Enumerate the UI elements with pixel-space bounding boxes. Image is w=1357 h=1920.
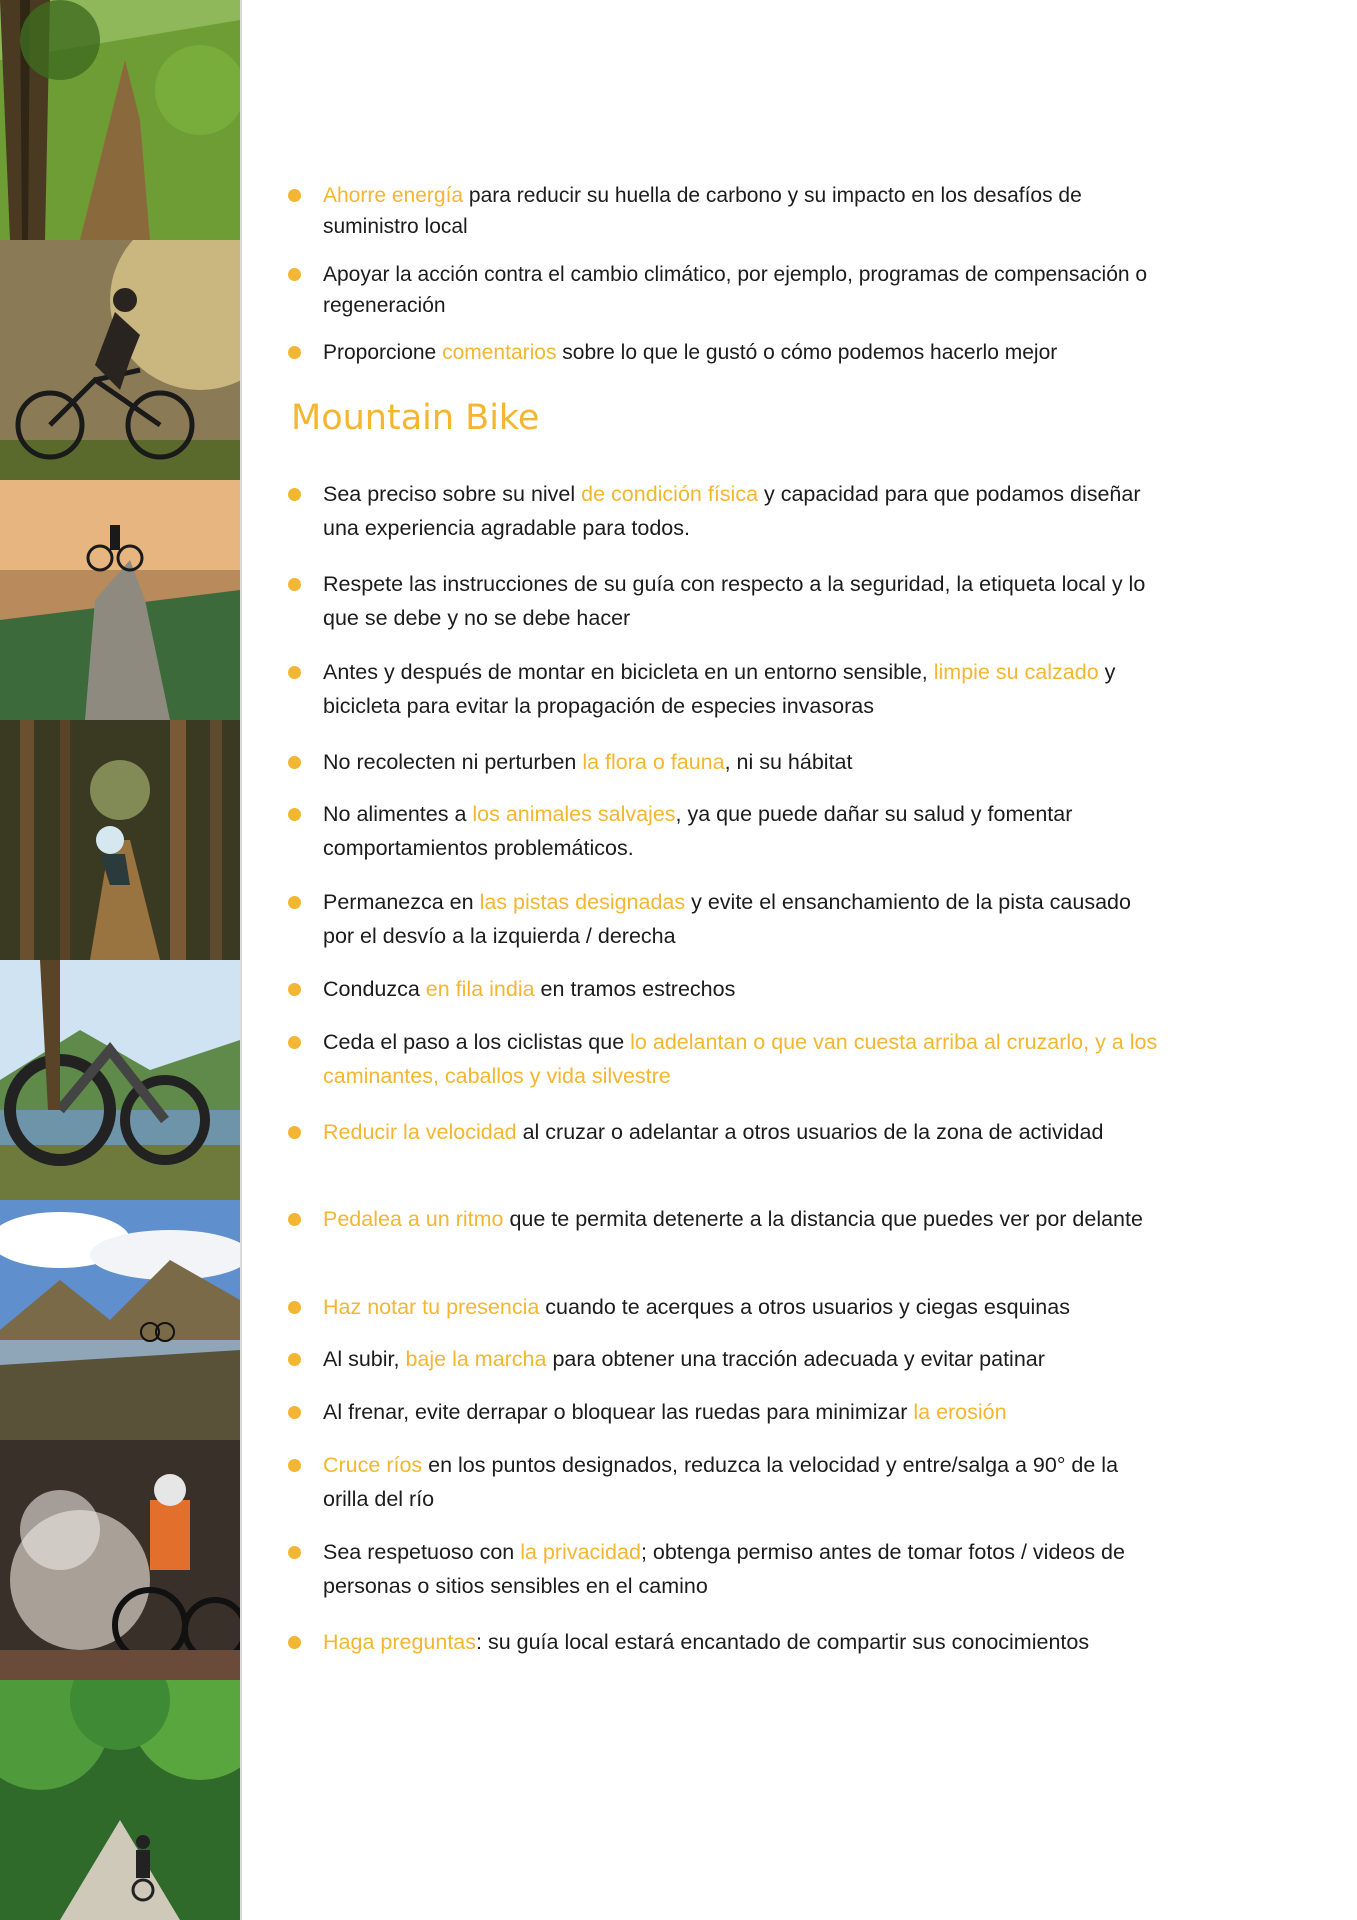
list-item bbox=[283, 1625, 1163, 1659]
bullet-text: y evite el ensanchamiento de la pista causado por el desvío a la izquierda / derecha bbox=[323, 890, 1131, 948]
bullet-text: , ya que puede dañar su salud y fomentar comportamientos problemáticos. bbox=[323, 802, 1073, 860]
list-item bbox=[283, 797, 1163, 865]
bullet-icon bbox=[288, 488, 301, 501]
bullet-icon bbox=[288, 983, 301, 996]
bullet-text: Sea respetuoso con bbox=[323, 1540, 521, 1564]
bullet-icon bbox=[288, 1213, 301, 1226]
rock-summit-cyclist-photo-icon bbox=[0, 480, 240, 720]
bullet-text: que te permita detenerte a la distancia que puedes ver por delante bbox=[503, 1207, 1143, 1231]
bullet-icon bbox=[288, 666, 301, 679]
list-item bbox=[283, 259, 1163, 321]
section-title: Mountain Bike bbox=[291, 398, 540, 438]
list-item bbox=[283, 1342, 1163, 1376]
highlighted-text: Haz notar tu presencia bbox=[323, 1295, 540, 1319]
bullet-text: Sea preciso sobre su nivel bbox=[323, 482, 582, 506]
bullet-icon bbox=[288, 756, 301, 769]
bullet-text: : su guía local estará encantado de compartir sus conocimientos bbox=[476, 1630, 1090, 1654]
list-item bbox=[283, 1535, 1163, 1603]
bullet-icon bbox=[288, 1301, 301, 1314]
highlighted-text: las pistas designadas bbox=[479, 890, 686, 914]
highlighted-text: Pedalea a un ritmo bbox=[323, 1207, 504, 1231]
list-item bbox=[283, 180, 1163, 242]
highlighted-text: en fila india bbox=[425, 977, 535, 1001]
bullet-icon bbox=[288, 1406, 301, 1419]
bullet-text: Proporcione bbox=[323, 341, 443, 364]
photo-strip bbox=[0, 0, 240, 1920]
bullet-text: cuando te acerques a otros usuarios y ciegas esquinas bbox=[539, 1295, 1070, 1319]
highlighted-text: baje la marcha bbox=[405, 1347, 547, 1371]
highlighted-text: Ahorre energía bbox=[323, 184, 464, 207]
bullet-text: Al frenar, evite derrapar o bloquear las ruedas para minimizar bbox=[323, 1400, 914, 1424]
bullet-text: para reducir su huella de carbono y su impacto en los desafíos de suministro local bbox=[323, 184, 1082, 238]
highlighted-text: la flora o fauna bbox=[582, 750, 725, 774]
bullet-icon bbox=[288, 1353, 301, 1366]
bullet-text: ; obtenga permiso antes de tomar fotos / videos de personas o sitios sensibles en el camino bbox=[323, 1540, 1125, 1598]
highlighted-text: comentarios bbox=[442, 341, 557, 364]
bullet-icon bbox=[288, 346, 301, 359]
list-item bbox=[283, 972, 1163, 1006]
forest-trail-cyclist-photo-icon bbox=[0, 720, 240, 960]
bullet-text: Apoyar la acción contra el cambio climático, por ejemplo, programas de compensación o regeneración bbox=[323, 263, 1148, 317]
bullet-text: No alimentes a bbox=[323, 802, 473, 826]
highlighted-text: los animales salvajes bbox=[472, 802, 676, 826]
bullet-icon bbox=[288, 808, 301, 821]
green-lane-cyclist-photo-icon bbox=[0, 1680, 240, 1920]
bullet-icon bbox=[288, 1126, 301, 1139]
list-item bbox=[283, 567, 1163, 635]
forest-path-photo-icon bbox=[0, 0, 240, 240]
bullet-text: y capacidad para que podamos diseñar una experiencia agradable para todos. bbox=[323, 482, 1141, 540]
list-item bbox=[283, 1395, 1163, 1429]
water-splash-cyclist-photo-icon bbox=[0, 1440, 240, 1680]
bullet-text: al cruzar o adelantar a otros usuarios de la zona de actividad bbox=[516, 1120, 1104, 1144]
list-item bbox=[283, 1448, 1163, 1516]
bullet-text: Al subir, bbox=[323, 1347, 406, 1371]
bullet-text: para obtener una tracción adecuada y evitar patinar bbox=[546, 1347, 1045, 1371]
bullet-text: Ceda el paso a los ciclistas que bbox=[323, 1030, 631, 1054]
list-item bbox=[283, 337, 1163, 368]
highlighted-text: de condición física bbox=[581, 482, 759, 506]
cyclist-silhouette-photo-icon bbox=[0, 240, 240, 480]
list-item bbox=[283, 477, 1163, 545]
list-item bbox=[283, 1202, 1163, 1236]
mountain-valley-cyclist-photo-icon bbox=[0, 1200, 240, 1440]
highlighted-text: Haga preguntas bbox=[323, 1630, 476, 1654]
highlighted-text: la erosión bbox=[913, 1400, 1007, 1424]
bullet-text: sobre lo que le gustó o cómo podemos hacerlo mejor bbox=[556, 341, 1058, 364]
bullet-icon bbox=[288, 268, 301, 281]
list-item bbox=[283, 1025, 1163, 1093]
bullet-icon bbox=[288, 1636, 301, 1649]
bullet-text: Respete las instrucciones de su guía con respecto a la seguridad, la etiqueta local y lo que se debe y no se debe hacer bbox=[323, 572, 1146, 630]
bullet-text: Conduzca bbox=[323, 977, 426, 1001]
bullet-text: y bicicleta para evitar la propagación de especies invasoras bbox=[323, 660, 1116, 718]
bullet-icon bbox=[288, 1546, 301, 1559]
highlighted-text: limpie su calzado bbox=[933, 660, 1099, 684]
list-item bbox=[283, 885, 1163, 953]
highlighted-text: Reducir la velocidad bbox=[323, 1120, 517, 1144]
photo-strip-divider bbox=[240, 0, 242, 1920]
list-item bbox=[283, 655, 1163, 723]
highlighted-text: lo adelantan o que van cuesta arriba al cruzarlo, y a los caminantes, caballos y vida silvestre bbox=[323, 1030, 1158, 1088]
list-item bbox=[283, 745, 1163, 779]
bullet-icon bbox=[288, 189, 301, 202]
list-item bbox=[283, 1115, 1163, 1149]
bullet-icon bbox=[288, 578, 301, 591]
highlighted-text: la privacidad bbox=[520, 1540, 641, 1564]
bullet-icon bbox=[288, 1459, 301, 1472]
bullet-text: Antes y después de montar en bicicleta en un entorno sensible, bbox=[323, 660, 934, 684]
mountain-bike-river-photo-icon bbox=[0, 960, 240, 1200]
bullet-text: en los puntos designados, reduzca la velocidad y entre/salga a 90° de la orilla del río bbox=[323, 1453, 1119, 1511]
bullet-text: en tramos estrechos bbox=[534, 977, 736, 1001]
bullet-icon bbox=[288, 896, 301, 909]
bullet-icon bbox=[288, 1036, 301, 1049]
bullet-text: , ni su hábitat bbox=[724, 750, 853, 774]
highlighted-text: Cruce ríos bbox=[323, 1453, 423, 1477]
bullet-text: Permanezca en bbox=[323, 890, 480, 914]
list-item bbox=[283, 1290, 1163, 1324]
bullet-text: No recolecten ni perturben bbox=[323, 750, 583, 774]
